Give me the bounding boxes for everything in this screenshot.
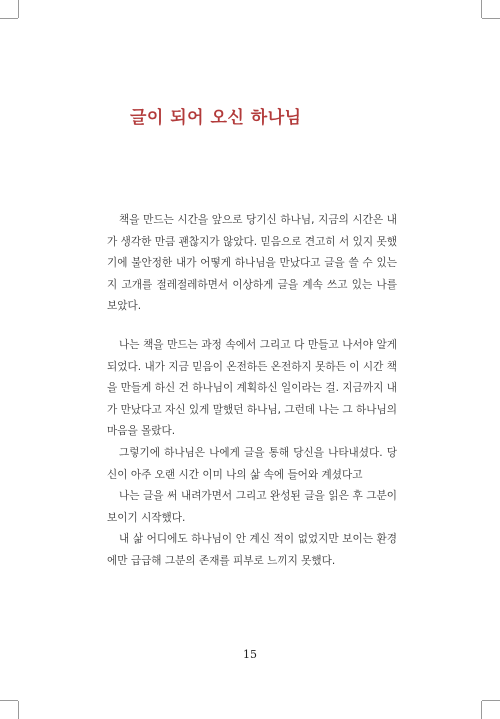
paragraph-5: 내 삶 어디에도 하나님이 안 계신 적이 없었지만 보이는 환경에만 급급해 그분의 존재를 피부로 느끼지 못했다. — [107, 533, 397, 567]
crop-mark-top-left — [18, 0, 19, 18]
paragraph-3: 그렇기에 하나님은 나에게 글을 통해 당신을 나타내셨다. 당신이 아주 오랜 시간 이미 나의 삶 속에 들어와 계셨다고 — [107, 446, 397, 481]
paragraph-1: 책을 만드는 시간을 앞으로 당기신 하나님, 지금의 시간은 내가 생각한 만큼 괜찮지가 않았다. 믿음으로 견고히 서 있지 못했기에 불안정한 내가 어떻게 하나님을 만났다고 글을 쓸 수 있는지 고개를 절레절레하면서 이상하게 글을 계속 쓰고 있는 나를 보았다. — [107, 214, 397, 313]
page-number: 15 — [243, 648, 257, 661]
crop-mark-right-bottom — [482, 700, 500, 701]
paragraph-2: 나는 책을 만드는 과정 속에서 그리고 다 만들고 나서야 알게 되었다. 내가 지금 믿음이 온전하든 온전하지 못하든 이 시간 책을 만들게 하신 건 하나님이 계획하신 일이라는 걸. 지금까지 내가 만났다고 자신 있게 말했던 하나님, 그런데 나는 그 하나님의 마음을 몰랐다. — [107, 338, 397, 438]
crop-mark-left-bottom — [0, 700, 18, 701]
crop-mark-top-right — [481, 0, 482, 18]
chapter-title: 글이 되어 오신 하나님 — [130, 108, 302, 129]
body-text — [107, 210, 397, 573]
crop-mark-bottom-right — [481, 701, 482, 719]
crop-mark-bottom-left — [18, 701, 19, 719]
paragraph-4: 나는 글을 써 내려가면서 그리고 완성된 글을 읽은 후 그분이 보이기 시작했다. — [107, 490, 397, 524]
crop-mark-right-top — [482, 18, 500, 19]
crop-mark-left-top — [0, 18, 18, 19]
